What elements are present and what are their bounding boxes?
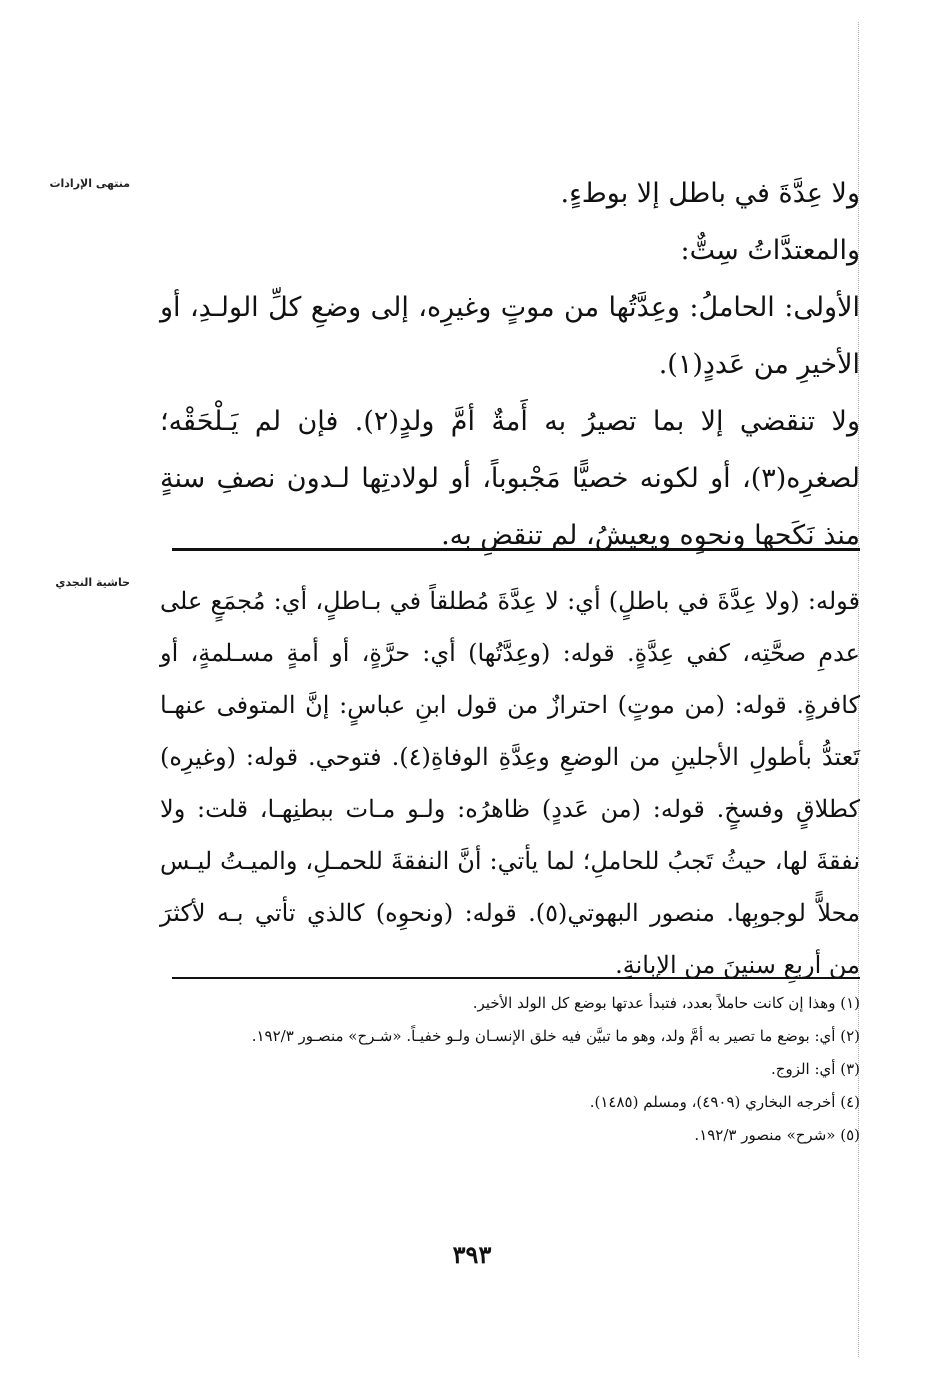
footnote: (٥) «شرح» منصور ١٩٢/٣.: [694, 1126, 860, 1144]
book-title-label: منتهى الإرادات: [49, 177, 130, 190]
main-paragraph: والمعتدَّاتُ سِتٌّ:: [680, 235, 860, 266]
main-text: [160, 165, 860, 564]
main-paragraph: ولا تنقضي إلا بما تصيرُ به أَمةٌ أمَّ ولدٍ(٢). فإن لم يَـلْحَقْه؛ لصغرِه(٣)، أو لكونه خصيًّا مَجْبوباً، أو لولادتِها لـدون نصفِ سنةٍ منذ نَكَحها ونحوِه ويعيشُ، لم تنقضِ به.: [160, 406, 860, 551]
footnote: (١) وهذا إن كانت حاملاً بعدد، فتبدأ عدتها بوضع كل الولد الأخير.: [472, 994, 860, 1012]
footnote: (٣) أي: الزوج.: [771, 1060, 860, 1078]
page-number: ٣٩٣: [452, 1240, 492, 1269]
hashiya-commentary: [160, 575, 860, 991]
main-paragraph: ولا عِدَّةَ في باطل إلا بوطءٍ.: [560, 178, 860, 209]
commentary-paragraph: قوله: (ولا عِدَّةَ في باطلٍ) أي: لا عِدَّةَ مُطلقاً في بـاطلٍ، أي: مُجمَعٍ على عدمِ صحَّتِه، كفي عِدَّةٍ. قوله: (وعِدَّتُها) أي: حرَّةٍ، أو أمةٍ مسـلمةٍ، أو كافرةٍ. قوله: (من موتٍ) احترازٌ من قول ابنِ عباسٍ: إنَّ المتوفى عنهـا تَعتدُّ بأطولِ الأجلينِ من الوضعِ وعِدَّةِ الوفاةِ(٤). فتوحي. قوله: (وغيرِه) كطلاقٍ وفسخٍ. قوله: (من عَددٍ) ظاهرُه: ولـو مـات ببطنِهـا، قلت: ولا نفقةَ لها، حيثُ تَجبُ للحاملِ؛ لما يأتي: أنَّ النفقةَ للحمـلِ، والميـتُ ليـس محلاًّ لوجوبِها. منصور البهوتي(٥). قوله: (ونحوِه) كالذي تأتي بـه لأكثرَ من أربعِ سنينَ من الإبانةِ.: [160, 587, 860, 979]
footnotes: [160, 990, 860, 1155]
footnote: (٤) أخرجه البخاري (٤٩٠٩)، ومسلم (١٤٨٥).: [589, 1093, 860, 1111]
main-separator-rule: [172, 548, 860, 551]
main-paragraph: الأولى: الحاملُ: وعِدَّتُها من موتٍ وغيرِه، إلى وضعِ كلِّ الولـدِ، أو الأخيرِ من عَددٍ(١).: [160, 292, 860, 380]
footnote: (٢) أي: بوضع ما تصير به أمَّ ولد، وهو ما تبيَّن فيه خلق الإنسـان ولـو خفيـاً. «شـرح» منصـور ١٩٢/٣.: [251, 1027, 860, 1045]
footnote-separator-rule: [172, 977, 860, 979]
hashiya-title-label: حاشية النجدي: [55, 576, 130, 589]
